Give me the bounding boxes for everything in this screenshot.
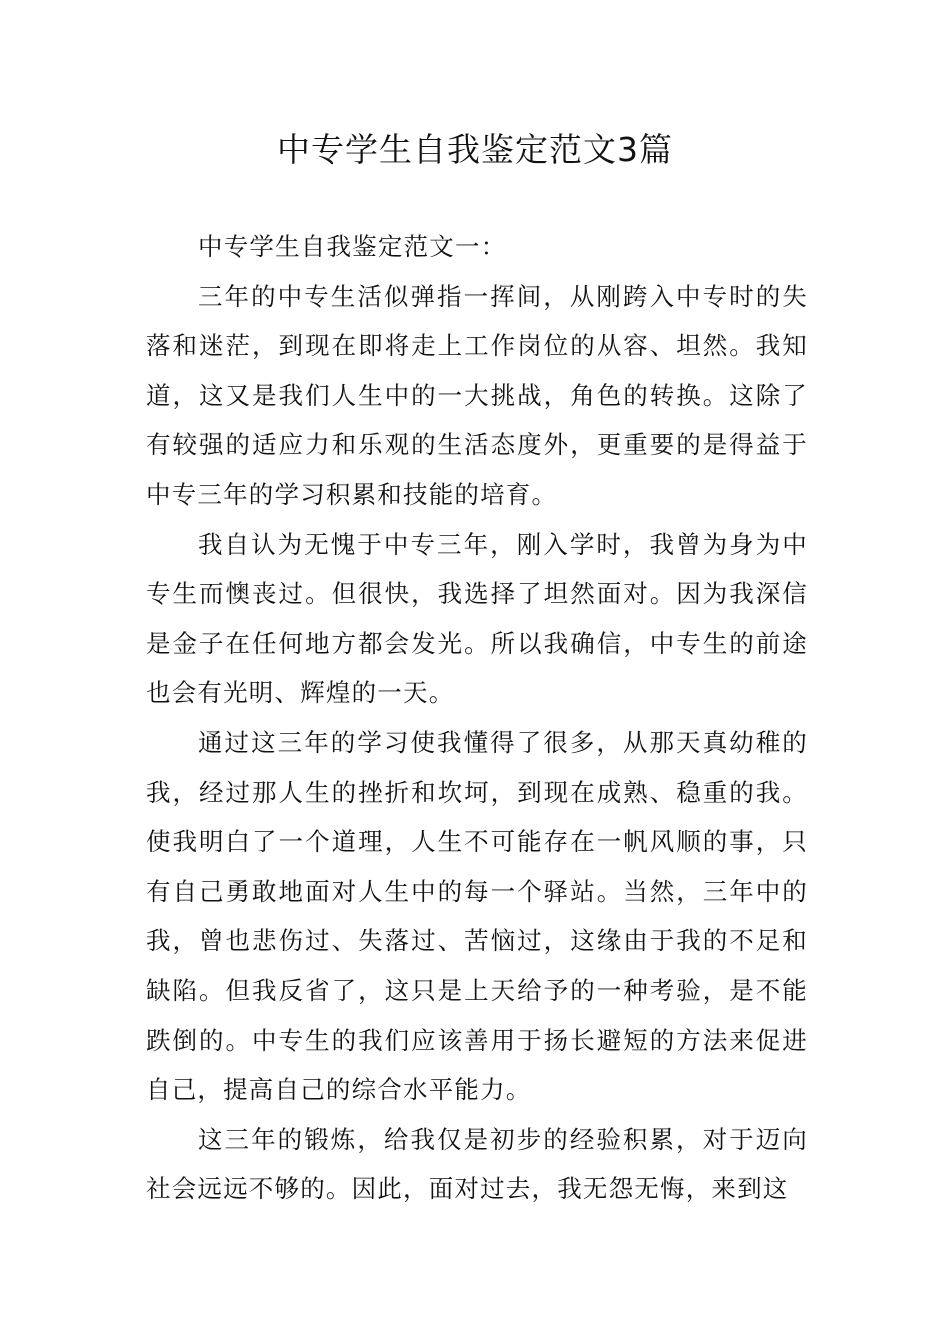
paragraph: 通过这三年的学习使我懂得了很多，从那天真幼稚的我，经过那人生的挫折和坎坷，到现在成熟、稳重的我。使我明白了一个道理，人生不可能存在一帆风顺的事，只有自己勇敢地面对人生中的每一个驿站。当然，三年中的我，曾也悲伤过、失落过、苦恼过，这缘由于我的不足和缺陷。但我反省了，这只是上天给予的一种考验，是不能跌倒的。中专生的我们应该善用于扬长避短的方法来促进自己，提高自己的综合水平能力。 xyxy=(146,727,808,1105)
paragraph: 三年的中专生活似弹指一挥间，从刚跨入中专时的失落和迷茫，到现在即将走上工作岗位的从容、坦然。我知道，这又是我们人生中的一大挑战，角色的转换。这除了有较强的适应力和乐观的生活态度外，更重要的是得益于中专三年的学习积累和技能的培育。 xyxy=(146,281,808,509)
paragraph-heading-1: 中专学生自我鉴定范文一： xyxy=(198,232,507,261)
document-title: 中专学生自我鉴定范文3篇 xyxy=(277,130,673,169)
paragraph: 这三年的锻炼，给我仅是初步的经验积累，对于迈向社会远远不够的。因此，面对过去，我无怨无悔，来到这 xyxy=(146,1124,808,1204)
document-body xyxy=(146,222,808,1214)
paragraph: 我自认为无愧于中专三年，刚入学时，我曾为身为中专生而懊丧过。但很快，我选择了坦然面对。因为我深信是金子在任何地方都会发光。所以我确信，中专生的前途也会有光明、辉煌的一天。 xyxy=(146,529,808,708)
